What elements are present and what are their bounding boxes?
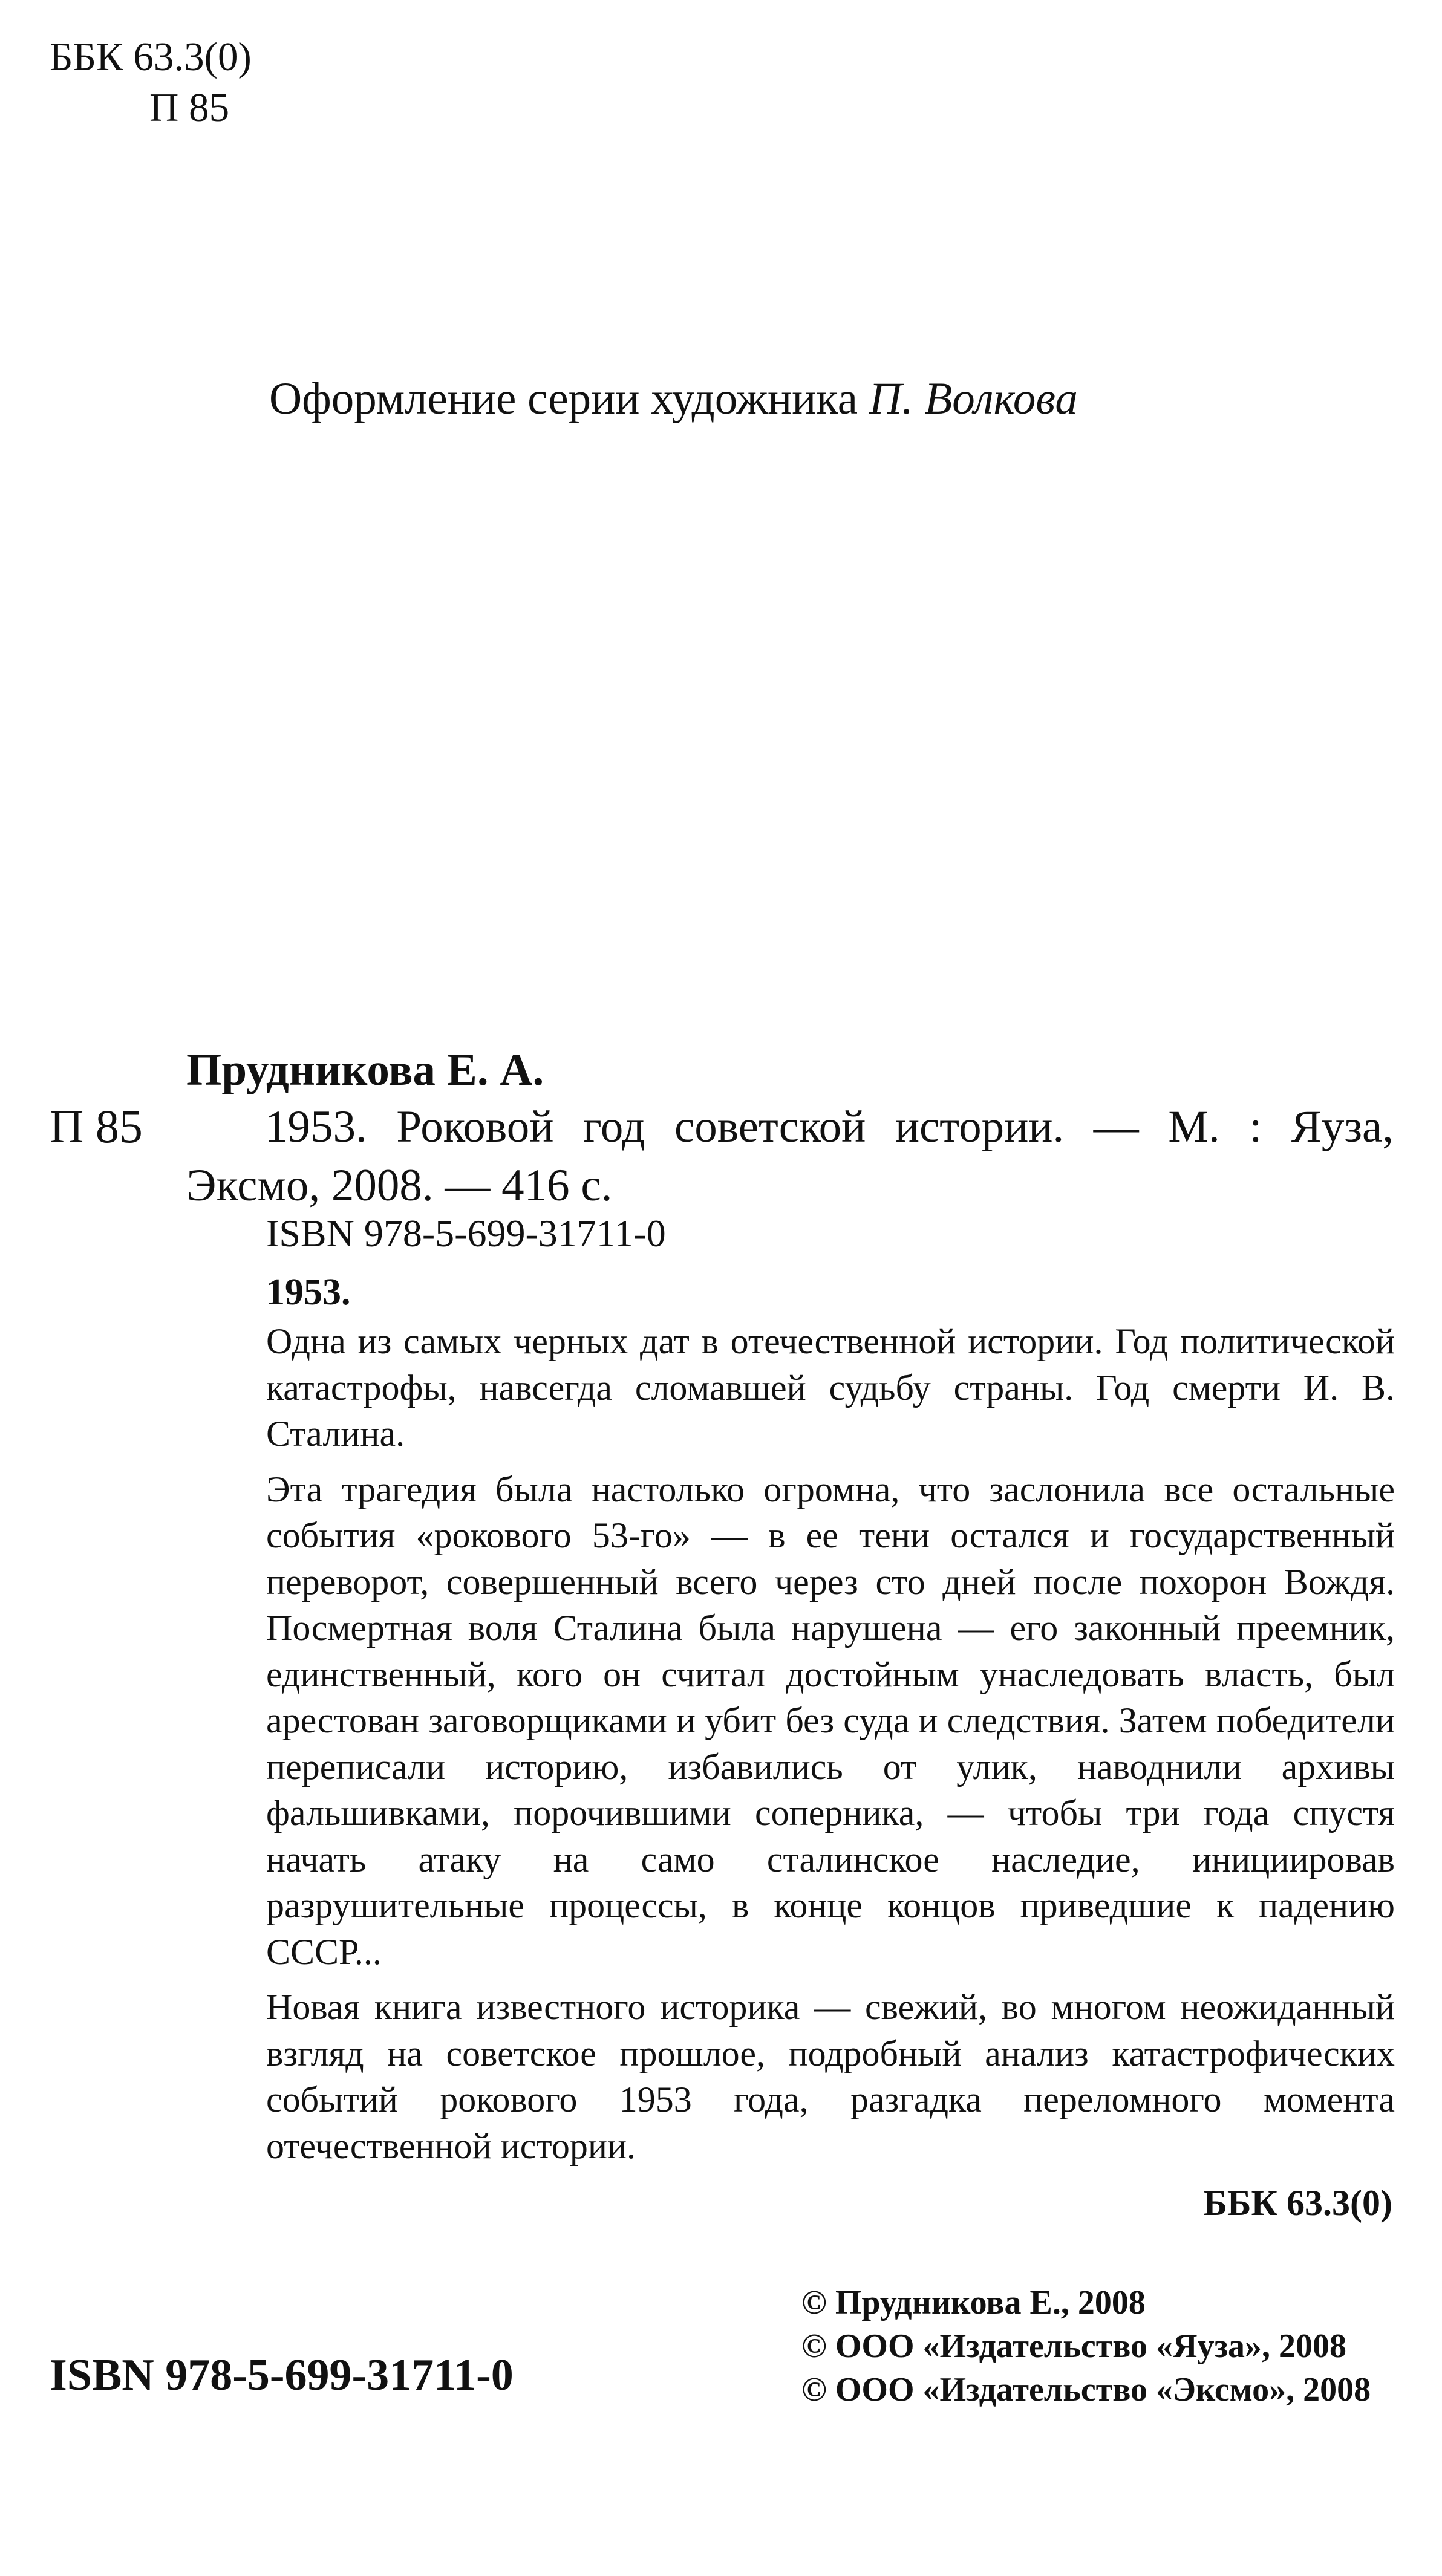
card-author-name: Прудникова Е. А. — [186, 1045, 544, 1095]
abstract-paragraph: Одна из самых черных дат в отечественной истории. Год политической катастрофы, навсегда сломавшей судьбу страны. Год смерти И. В. Сталина. — [266, 1321, 1395, 1454]
author-mark-top: П 85 — [149, 85, 230, 130]
card-isbn: ISBN 978-5-699-31711-0 — [266, 1212, 666, 1255]
abstract-heading: 1953. — [266, 1272, 351, 1313]
copyright-line: © ООО «Издательство «Эксмо», 2008 — [801, 2371, 1371, 2408]
copyright-line: © ООО «Издательство «Яуза», 2008 — [801, 2327, 1347, 2365]
series-credit-prefix: Оформление серии художника — [269, 374, 858, 424]
card-author-mark: П 85 — [50, 1100, 143, 1153]
bbk-code-top: ББК 63.3(0) — [50, 34, 252, 79]
abstract-paragraph: Эта трагедия была настолько огромна, что заслонила все остальные события «рокового 53-го» — в ее тени остался и государственный переворот, совершенный всего через сто дней после похорон Вождя. Посмертная воля Сталина была нарушена — его законный преемник, единственный, кого он считал достойным унаследовать власть, был арестован заговорщиками и убит без суда и следствия. Затем победители переписали историю, избавились от улик, наводнили архивы фальшивками, порочившими соперника, — чтобы три года спустя начать атаку на само сталинское наследие, инициировав разрушительные процессы, в конце концов приведшие к падению СССР... — [266, 1469, 1395, 1972]
copyright-line: © Прудникова Е., 2008 — [801, 2284, 1146, 2321]
copyright-block — [801, 2281, 1371, 2412]
abstract-paragraph: Новая книга известного историка — свежий, во многом неожиданный взгляд на советское прошлое, подробный анализ катастрофических событий рокового 1953 года, разгадка переломного момента отечественной истории. — [266, 1987, 1395, 2166]
bbk-code-bottom: ББК 63.3(0) — [1203, 2183, 1392, 2223]
series-design-credit — [269, 369, 1078, 429]
card-bibliographic-entry — [186, 1098, 1394, 1215]
abstract — [266, 1270, 1395, 2178]
card-title-imprint: 1953. Роковой год советской истории. — М. : Яуза, Эксмо, 2008. — 416 с. — [186, 1102, 1394, 1211]
series-artist-name: П. Волкова — [869, 374, 1078, 424]
isbn-bottom: ISBN 978-5-699-31711-0 — [50, 2350, 514, 2400]
